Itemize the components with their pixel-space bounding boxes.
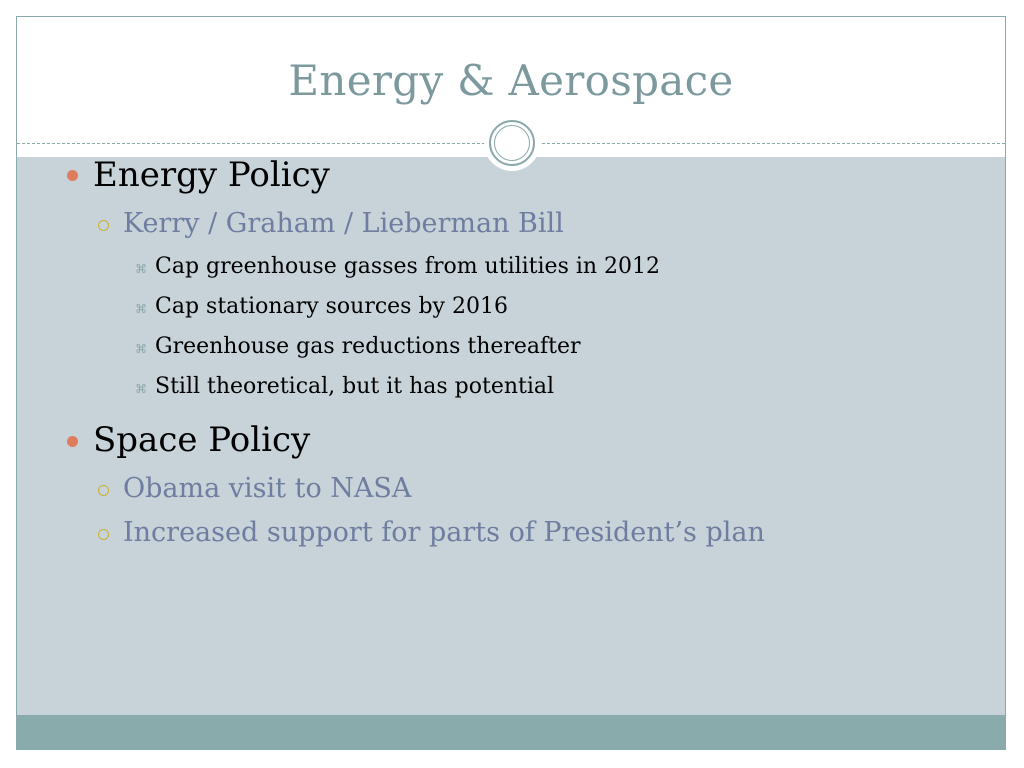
hollow-circle-bullet-icon xyxy=(98,220,109,231)
hollow-circle-bullet-icon xyxy=(98,529,109,540)
slide xyxy=(16,16,1006,750)
filled-circle-bullet-icon xyxy=(67,436,78,447)
footer-accent-band xyxy=(17,715,1005,749)
hollow-circle-bullet-icon xyxy=(98,485,109,496)
energy-point-3: Greenhouse gas reductions thereafter xyxy=(155,334,581,359)
x-mark-bullet-icon: ⌘ xyxy=(135,342,147,356)
filled-circle-bullet-icon xyxy=(67,170,78,181)
energy-point-4: Still theoretical, but it has potential xyxy=(155,374,555,399)
energy-policy-heading: Energy Policy xyxy=(93,155,330,195)
space-item-1: Obama visit to NASA xyxy=(123,473,412,504)
energy-point-2: Cap stationary sources by 2016 xyxy=(155,294,508,319)
slide-title: Energy & Aerospace xyxy=(288,56,734,105)
x-mark-bullet-icon: ⌘ xyxy=(135,262,147,276)
inner-ring-ornament-icon xyxy=(494,125,530,161)
energy-point-1: Cap greenhouse gasses from utilities in 2012 xyxy=(155,254,661,279)
space-policy-heading: Space Policy xyxy=(93,420,311,460)
x-mark-bullet-icon: ⌘ xyxy=(135,382,147,396)
x-mark-bullet-icon: ⌘ xyxy=(135,302,147,316)
space-item-2: Increased support for parts of President’s plan xyxy=(123,517,765,548)
bill-name: Kerry / Graham / Lieberman Bill xyxy=(123,208,564,239)
